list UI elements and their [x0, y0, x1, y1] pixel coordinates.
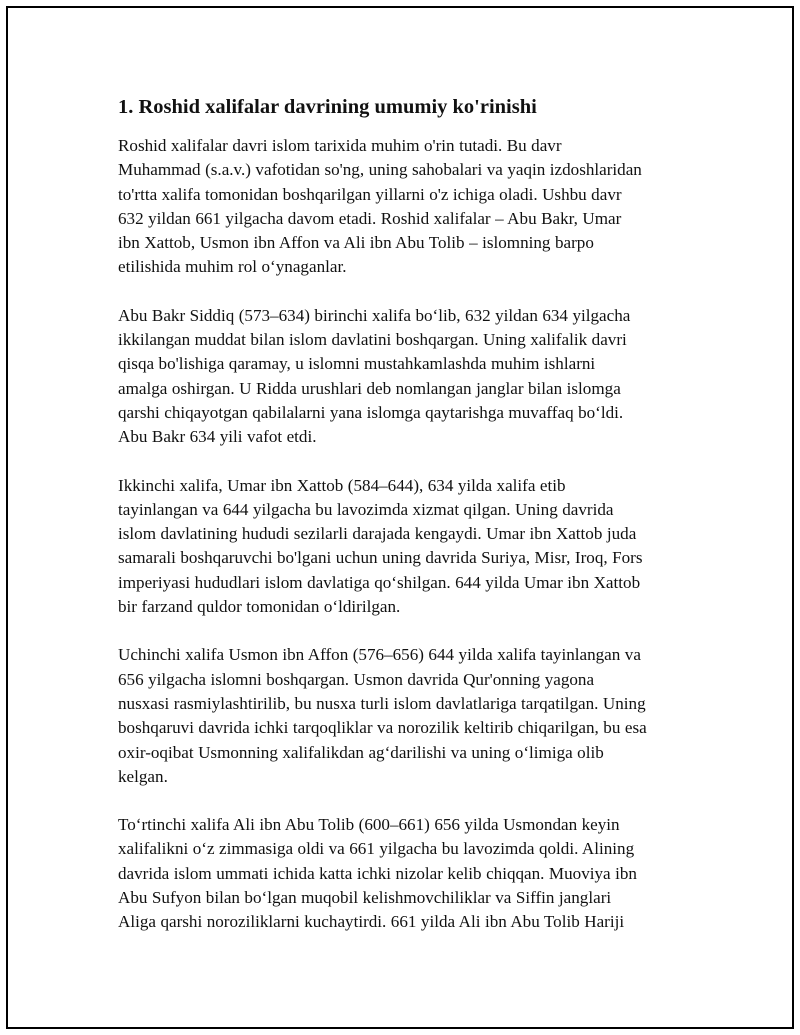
text-line: Uchinchi xalifa Usmon ibn Affon (576–656) 644 yilda xalifa tayinlangan va	[118, 645, 641, 665]
text-line: nusxasi rasmiylashtirilib, bu nusxa turli islom davlatlariga tarqatilgan. Uning	[118, 693, 646, 713]
text-line: amalga oshirgan. U Ridda urushlari deb nomlangan janglar bilan islomga	[118, 378, 621, 398]
text-line: Abu Sufyon bilan bo‘lgan muqobil kelishmovchiliklar va Siffin janglari	[118, 888, 612, 908]
text-line: Abu Bakr Siddiq (573–634) birinchi xalifa bo‘lib, 632 yildan 634 yilgacha	[118, 305, 631, 325]
section-title: 1. Roshid xalifalar davrining umumiy ko'rinishi	[118, 96, 537, 118]
text-line: davrida islom ummati ichida katta ichki nizolar kelib chiqqan. Muoviya ibn	[118, 863, 637, 883]
text-line: Muhammad (s.a.v.) vafotidan so'ng, uning sahobalari va yaqin izdoshlaridan	[118, 160, 642, 180]
text-line: imperiyasi hududlari islom davlatiga qo‘shilgan. 644 yilda Umar ibn Xattob	[118, 572, 641, 592]
text-line: to'rtta xalifa tomonidan boshqarilgan yillarni o'z ichiga oladi. Ushbu davr	[118, 184, 622, 204]
paragraph-usmon	[118, 643, 688, 789]
text-line: To‘rtinchi xalifa Ali ibn Abu Tolib (600–661) 656 yilda Usmondan keyin	[118, 815, 620, 835]
text-line: qisqa bo'lishiga qaramay, u islomni mustahkamlashda muhim ishlarni	[118, 354, 596, 374]
text-line: qarshi chiqayotgan qabilalarni yana islomga qaytarishga muvaffaq bo‘ldi.	[118, 402, 624, 422]
text-line: islom davlatining hududi sezilarli darajada kengaydi. Umar ibn Xattob juda	[118, 524, 637, 544]
text-line: samarali boshqaruvchi bo'lgani uchun uning davrida Suriya, Misr, Iroq, Fors	[118, 548, 643, 568]
text-line: Aliga qarshi noroziliklarni kuchaytirdi. 661 yilda Ali ibn Abu Tolib Hariji	[118, 912, 625, 932]
paragraph-intro	[118, 134, 688, 280]
text-line: ibn Xattob, Usmon ibn Affon va Ali ibn Abu Tolib – islomning barpo	[118, 233, 594, 253]
text-line: oxir-oqibat Usmonning xalifalikdan ag‘darilishi va uning o‘limiga olib	[118, 742, 604, 762]
text-line: kelgan.	[118, 766, 168, 786]
text-line: boshqaruvi davrida ichki tarqoqliklar va norozilik keltirib chiqarilgan, bu esa	[118, 718, 647, 738]
text-line: bir farzand quldor tomonidan o‘ldirilgan.	[118, 597, 401, 617]
paragraph-ali	[118, 813, 688, 934]
text-line: etilishida muhim rol o‘ynaganlar.	[118, 257, 347, 277]
text-line: xalifalikni o‘z zimmasiga oldi va 661 yilgacha bu lavozimda qoldi. Alining	[118, 839, 635, 859]
paragraph-umar	[118, 474, 688, 620]
text-line: Abu Bakr 634 yili vafot etdi.	[118, 427, 317, 447]
text-line: Roshid xalifalar davri islom tarixida muhim o'rin tutadi. Bu davr	[118, 136, 562, 155]
text-line: tayinlangan va 644 yilgacha bu lavozimda xizmat qilgan. Uning davrida	[118, 499, 614, 519]
document-body	[118, 94, 688, 959]
text-line: 656 yilgacha islomni boshqargan. Usmon davrida Qur'onning yagona	[118, 669, 595, 689]
text-line: Ikkinchi xalifa, Umar ibn Xattob (584–644), 634 yilda xalifa etib	[118, 475, 566, 495]
text-line: ikkilangan muddat bilan islom davlatini boshqargan. Uning xalifalik davri	[118, 330, 627, 350]
text-line: 632 yildan 661 yilgacha davom etadi. Roshid xalifalar – Abu Bakr, Umar	[118, 208, 622, 228]
paragraph-abu-bakr	[118, 304, 688, 450]
